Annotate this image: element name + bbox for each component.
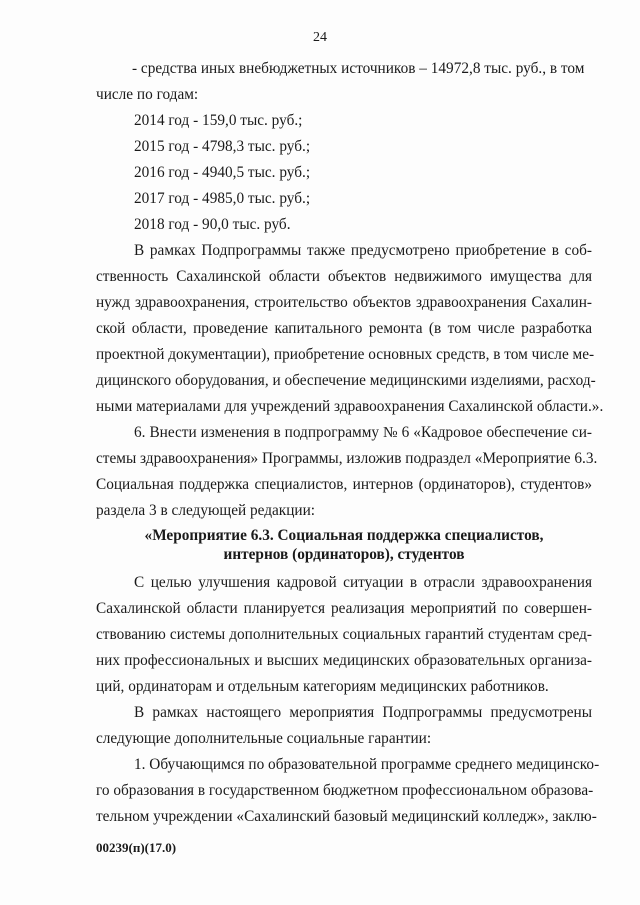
text-line: проектной документации), приобретение основных средств, в том числе ме- [96,346,595,363]
text-line: дицинского оборудования, и обеспечение медицинскими изделиями, расход- [96,372,596,389]
text-line: го образования в государственном бюджетном профессиональном образова- [96,782,594,799]
text-line: ными материалами для учреждений здравоохранения Сахалинской области.». [96,398,604,415]
section-heading: «Мероприятие 6.3. Социальная поддержка специалистов, [144,527,544,544]
text-line: стемы здравоохранения» Программы, изложив подраздел «Мероприятие 6.3. [96,450,598,467]
text-line: 6. Внести изменения в подпрограмму № 6 «Кадровое обеспечение си- [134,424,592,441]
text-line: - средства иных внебюджетных источников – 14972,8 тыс. руб., в том [132,60,585,77]
text-line: В рамках Подпрограммы также предусмотрено приобретение в соб- [134,242,592,259]
text-line: нужд здравоохранения, строительство объектов здравоохранения Сахалин- [96,294,592,311]
text-line: ской области, проведение капитального ремонта (в том числе разработка [96,320,592,337]
text-line: ций, ординаторам и отдельным категориям медицинских работников. [96,678,549,695]
text-line: 2015 год - 4798,3 тыс. руб.; [134,138,311,155]
text-line: 1. Обучающимся по образовательной программе среднего медицинско- [134,756,600,773]
text-line: раздела 3 в следующей редакции: [96,502,316,519]
text-line: 2016 год - 4940,5 тыс. руб.; [134,164,311,181]
text-line: Сахалинской области планируется реализация мероприятий по совершен- [96,600,592,617]
text-line: Социальная поддержка специалистов, интернов (ординаторов), студентов» [96,476,592,493]
text-line: тельном учреждении «Сахалинский базовый медицинский колледж», заклю- [96,808,597,825]
text-line: 2018 год - 90,0 тыс. руб. [134,216,291,233]
page-number: 24 [313,30,327,45]
document-code: 00239(п)(17.0) [96,840,177,855]
text-line: В рамках настоящего мероприятия Подпрограммы предусмотрены [134,704,592,721]
text-line: 2017 год - 4985,0 тыс. руб.; [134,190,311,207]
text-line: ственность Сахалинской области объектов недвижимого имущества для [96,268,592,285]
text-line: числе по годам: [96,86,199,103]
text-line: следующие дополнительные социальные гарантии: [96,730,432,747]
section-heading: интернов (ординаторов), студентов [223,546,465,563]
text-line: С целью улучшения кадровой ситуации в отрасли здравоохранения [134,574,592,591]
text-line: ствованию системы дополнительных социальных гарантий студентам сред- [96,626,592,643]
text-line: 2014 год - 159,0 тыс. руб.; [134,112,303,129]
text-line: них профессиональных и высших медицинских образовательных организа- [96,652,592,669]
